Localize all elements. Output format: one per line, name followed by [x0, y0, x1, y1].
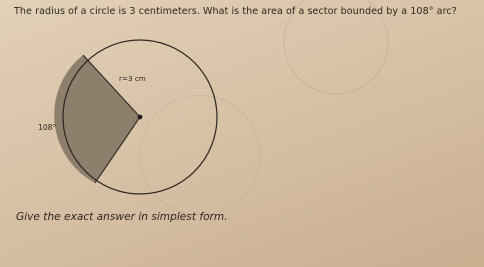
answer-prompt: Give the exact answer in simplest form.	[16, 211, 228, 223]
radius-label: r=3 cm	[119, 74, 146, 83]
center-point	[138, 115, 143, 120]
question-text: The radius of a circle is 3 centimeters. What is the area of a sector bounded by a 108° arc?	[14, 6, 457, 17]
angle-label: 108°	[38, 123, 57, 132]
